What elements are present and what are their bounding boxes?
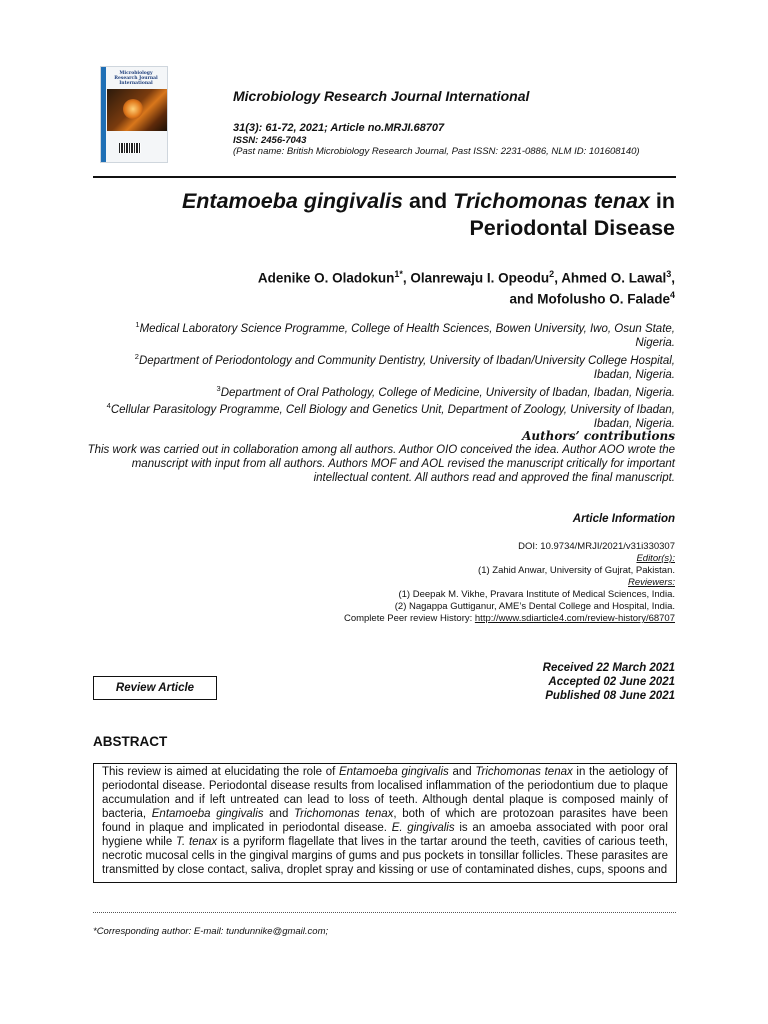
author-4-sup: 4: [669, 289, 675, 300]
author-4: and Mofolusho O. Falade: [509, 291, 670, 306]
affiliation-3-sup: 3: [216, 383, 221, 393]
editors-label: Editor(s):: [636, 553, 675, 564]
abstract-it-1: Entamoeba gingivalis: [338, 766, 449, 778]
affiliation-2-text: Department of Periodontology and Community Dentistry, University of Ibadan/University College Hospital, Ibadan, Nigeria.: [138, 354, 675, 381]
author-1: Adenike O. Oladokun: [257, 270, 395, 286]
author-3-sup: 3: [666, 269, 672, 279]
footnote-divider: [93, 912, 676, 913]
title-species-2: Trichomonas tenax: [453, 189, 650, 213]
title-and: and: [402, 189, 454, 213]
abstract-it-5: E. gingivalis: [391, 822, 455, 834]
abstract-seg-3: , both of which are protozoan parasites have been found in plaque and implicated in periodontal disease.: [102, 808, 668, 834]
corresponding-author-footnote: *Corresponding author: E-mail: tundunnike@gmail.com;: [93, 926, 329, 937]
abstract-it-4: Trichomonas tenax: [293, 808, 394, 820]
peer-review-history: [155, 613, 675, 625]
cover-title: Microbiology Research Journal International: [114, 71, 158, 86]
affiliation-1-text: Medical Laboratory Science Programme, College of Health Sciences, Bowen University, Iwo, Osun State, Nigeria.: [139, 322, 675, 349]
editor-1: (1) Zahid Anwar, University of Gujrat, Pakistan.: [478, 565, 675, 576]
abstract-text: [93, 763, 677, 883]
affiliation-3-text: Department of Oral Pathology, College of Medicine, University of Ibadan, Ibadan, Nigeria.: [220, 386, 675, 399]
abstract-and-2: and: [263, 808, 294, 820]
abstract-and-1: and: [448, 766, 476, 778]
title-species-1: Entamoeba gingivalis: [181, 189, 403, 213]
abstract-seg-4: is an amoeba associated with poor oral hygiene while: [102, 822, 668, 848]
abstract-seg-2: in the aetiology of periodontal disease. Periodontal disease results from localised inflammation of the periodontium due to plaque accumulation and if left untreated can lead to loss of teeth. Although dental plaque is composed mainly of bacteria,: [102, 766, 668, 820]
affiliation-1-sup: 1: [135, 320, 140, 329]
author-3-comma: ,: [671, 270, 675, 286]
affiliation-4: [95, 399, 675, 431]
author-1-sup: 1*: [394, 269, 403, 279]
abstract-it-2: Trichomonas tenax: [475, 766, 573, 778]
abstract-it-6: T. tenax: [176, 836, 218, 848]
abstract-heading: ABSTRACT: [93, 734, 168, 749]
abstract-it-3: Entamoeba gingivalis: [151, 808, 264, 820]
affiliation-1: [95, 318, 675, 350]
received-date: Received 22 March 2021: [542, 662, 675, 674]
history-link[interactable]: http://www.sdiarticle4.com/review-history/68707: [474, 613, 675, 624]
contributions-heading: Authors’ contributions: [522, 429, 675, 443]
abstract-seg-5: is a pyriform flagellate that lives in the tartar around the teeth, cavities of carious teeth, necrotic mucosal cells in the gingival margins of gums and pus pockets in tonsillar follicles. These parasites are transmitted by close contact, saliva, droplet spray and kissing or use of contaminated dishes, cups, spoons and: [102, 836, 668, 876]
issn: ISSN: 2456-7043: [233, 135, 307, 146]
doi: DOI: 10.9734/MRJI/2021/v31i330307: [518, 541, 675, 552]
dates: [543, 661, 675, 703]
citation: 31(3): 61-72, 2021; Article no.MRJI.68707: [233, 122, 445, 134]
affiliation-4-sup: 4: [106, 401, 111, 411]
reviewer-2: (2) Nagappa Guttiganur, AME’s Dental College and Hospital, India.: [394, 601, 675, 612]
published-date: Published 08 June 2021: [545, 690, 675, 702]
paper-title: [115, 188, 675, 242]
accepted-date: Accepted 02 June 2021: [548, 676, 675, 688]
cover-spine: [101, 67, 106, 162]
article-info: [155, 541, 675, 625]
author-2: , Olanrewaju I. Opeodu: [402, 270, 550, 286]
cover-barcode: [119, 143, 141, 153]
past-name: (Past name: British Microbiology Research Journal, Past ISSN: 2231-0886, NLM ID: 101608140): [233, 146, 640, 157]
affiliation-4-text: Cellular Parasitology Programme, Cell Biology and Genetics Unit, Department of Zoology, University of Ibadan, Ibadan, Nigeria.: [110, 404, 675, 431]
journal-name: Microbiology Research Journal International: [233, 88, 530, 104]
affiliations: [95, 318, 675, 431]
reviewers-label: Reviewers:: [628, 577, 675, 588]
title-line-2: Periodontal Disease: [469, 216, 675, 240]
contributions-text: This work was carried out in collaboration among all authors. Author OIO conceived the idea. Author AOO wrote the manuscript with input from all authors. Authors MOF and AOL revised the manuscript critically for important intellectual content. All authors read and approved the final manuscript.: [87, 444, 675, 484]
author-3: , Ahmed O. Lawal: [554, 270, 667, 286]
cover-virus-icon: [123, 99, 143, 119]
affiliation-2: [95, 350, 675, 382]
affiliation-2-sup: 2: [134, 351, 139, 361]
article-type-badge: Review Article: [93, 676, 217, 700]
header-divider: [93, 176, 676, 178]
title-in: in: [649, 189, 675, 213]
author-list: [115, 266, 675, 307]
article-info-heading: Article Information: [572, 513, 675, 525]
history-label: Complete Peer review History:: [343, 613, 475, 624]
affiliation-3: [95, 382, 675, 400]
reviewer-1: (1) Deepak M. Vikhe, Pravara Institute of Medical Sciences, India.: [398, 589, 675, 600]
abstract-seg-1: This review is aimed at elucidating the role of: [102, 766, 339, 778]
journal-cover-image: [100, 66, 168, 163]
author-2-sup: 2: [549, 269, 555, 279]
